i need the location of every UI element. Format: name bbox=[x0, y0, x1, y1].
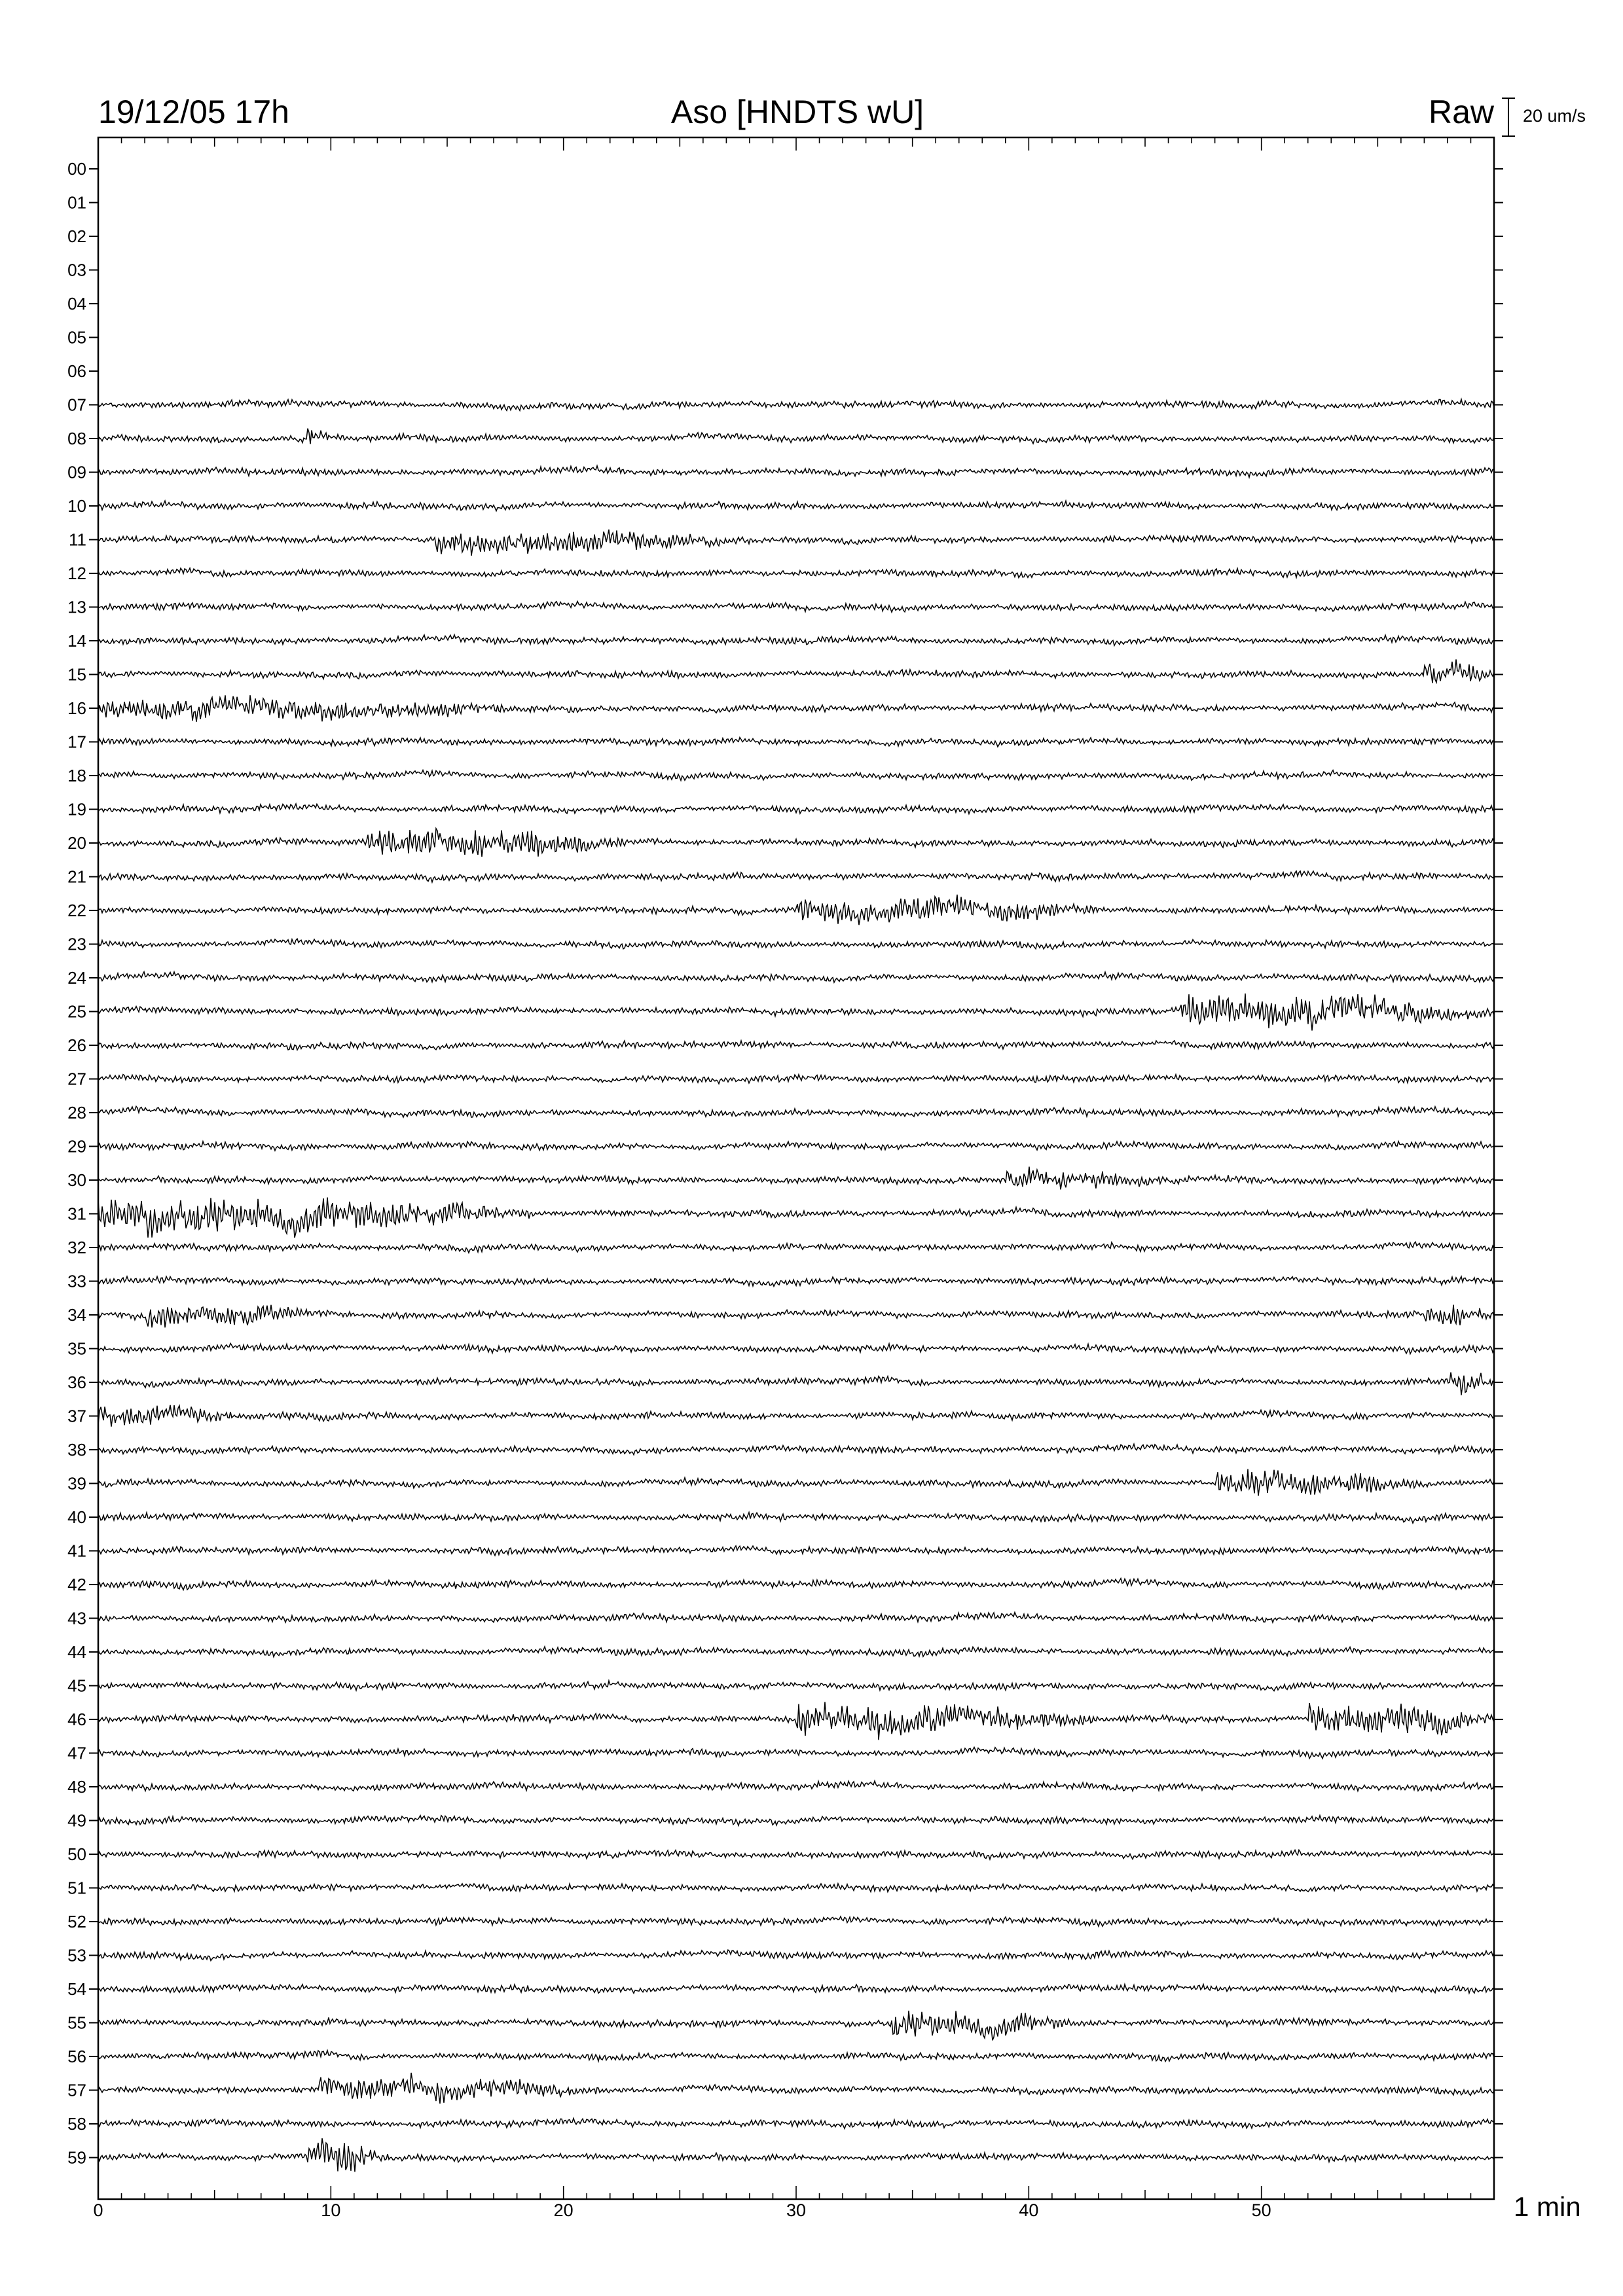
seismic-trace-20 bbox=[98, 829, 1494, 857]
x-tick-label: 30 bbox=[786, 2200, 807, 2220]
seismic-trace-55 bbox=[98, 2011, 1494, 2040]
row-label: 48 bbox=[67, 1777, 86, 1797]
x-tick-label: 10 bbox=[321, 2200, 341, 2220]
row-label: 46 bbox=[67, 1710, 86, 1729]
seismic-trace-51 bbox=[98, 1884, 1494, 1892]
seismic-trace-35 bbox=[98, 1343, 1494, 1354]
seismic-trace-10 bbox=[98, 501, 1494, 511]
row-label: 12 bbox=[67, 564, 86, 583]
seismic-trace-33 bbox=[98, 1276, 1494, 1286]
seismic-trace-26 bbox=[98, 1041, 1494, 1050]
row-label: 13 bbox=[67, 597, 86, 617]
row-label: 06 bbox=[67, 361, 86, 381]
row-label: 18 bbox=[67, 766, 86, 785]
seismic-trace-47 bbox=[98, 1748, 1494, 1759]
row-label: 36 bbox=[67, 1372, 86, 1392]
seismic-trace-49 bbox=[98, 1816, 1494, 1825]
x-tick-label: 40 bbox=[1019, 2200, 1039, 2220]
seismic-trace-31 bbox=[98, 1198, 1494, 1238]
row-label: 29 bbox=[67, 1136, 86, 1157]
seismic-trace-34 bbox=[98, 1305, 1494, 1328]
seismic-trace-56 bbox=[98, 2051, 1494, 2062]
seismic-trace-25 bbox=[98, 994, 1494, 1031]
row-label: 17 bbox=[67, 732, 86, 752]
seismic-trace-41 bbox=[98, 1546, 1494, 1556]
row-label: 16 bbox=[67, 698, 86, 718]
row-label: 40 bbox=[67, 1507, 86, 1527]
seismic-trace-09 bbox=[98, 466, 1494, 478]
amplitude-scale-bar bbox=[1502, 98, 1515, 136]
row-label: 35 bbox=[67, 1338, 86, 1359]
x-tick-label: 20 bbox=[553, 2200, 574, 2220]
seismic-trace-28 bbox=[98, 1106, 1494, 1117]
row-label: 25 bbox=[67, 1001, 86, 1022]
row-label: 43 bbox=[67, 1608, 86, 1628]
row-label: 52 bbox=[67, 1912, 86, 1931]
row-label: 03 bbox=[67, 260, 86, 280]
row-label: 22 bbox=[67, 901, 86, 920]
row-label: 00 bbox=[67, 159, 86, 179]
row-label: 02 bbox=[67, 226, 86, 246]
seismic-trace-40 bbox=[98, 1513, 1494, 1523]
row-label: 44 bbox=[67, 1642, 86, 1662]
row-label: 04 bbox=[67, 294, 86, 314]
plot-frame bbox=[98, 137, 1494, 2199]
row-label: 15 bbox=[67, 664, 86, 685]
seismic-trace-43 bbox=[98, 1613, 1494, 1623]
row-label: 56 bbox=[67, 2047, 86, 2066]
row-label: 30 bbox=[67, 1170, 86, 1190]
row-label: 58 bbox=[67, 2114, 86, 2134]
seismic-trace-19 bbox=[98, 804, 1494, 814]
seismic-trace-42 bbox=[98, 1579, 1494, 1590]
row-label: 23 bbox=[67, 934, 86, 954]
seismic-trace-36 bbox=[98, 1372, 1494, 1395]
x-axis-label: 1 min bbox=[1514, 2191, 1581, 2222]
row-label: 38 bbox=[67, 1440, 86, 1460]
row-label: 33 bbox=[67, 1271, 86, 1291]
seismic-trace-11 bbox=[98, 529, 1494, 556]
row-label: 26 bbox=[67, 1035, 86, 1055]
row-label: 55 bbox=[67, 2013, 86, 2033]
row-label: 37 bbox=[67, 1406, 86, 1426]
seismic-trace-57 bbox=[98, 2073, 1494, 2104]
row-label: 54 bbox=[67, 1979, 86, 1999]
row-label: 59 bbox=[67, 2147, 86, 2168]
x-tick-label: 50 bbox=[1251, 2200, 1271, 2220]
row-label: 39 bbox=[67, 1473, 86, 1494]
row-label: 07 bbox=[67, 395, 86, 415]
seismic-trace-29 bbox=[98, 1141, 1494, 1151]
seismic-trace-22 bbox=[98, 895, 1494, 925]
row-label: 53 bbox=[67, 1945, 86, 1965]
row-label: 49 bbox=[67, 1810, 86, 1831]
row-label: 14 bbox=[67, 631, 86, 651]
seismic-trace-08 bbox=[98, 429, 1494, 444]
row-label: 05 bbox=[67, 327, 86, 348]
seismic-trace-30 bbox=[98, 1167, 1494, 1190]
amplitude-scale-label: 20 um/s bbox=[1523, 106, 1586, 126]
row-label: 51 bbox=[67, 1878, 86, 1898]
seismic-trace-59 bbox=[98, 2138, 1494, 2172]
row-label: 47 bbox=[67, 1743, 86, 1763]
chart-title: Aso [HNDTS wU] bbox=[670, 94, 924, 130]
row-label: 09 bbox=[67, 462, 86, 482]
seismic-trace-23 bbox=[98, 939, 1494, 949]
row-label: 50 bbox=[67, 1844, 86, 1864]
row-label: 11 bbox=[69, 529, 86, 550]
seismic-trace-44 bbox=[98, 1647, 1494, 1657]
row-label: 45 bbox=[67, 1676, 86, 1696]
seismic-trace-32 bbox=[98, 1242, 1494, 1253]
seismic-trace-39 bbox=[98, 1469, 1494, 1496]
seismic-trace-58 bbox=[98, 2119, 1494, 2129]
row-label: 10 bbox=[67, 496, 86, 516]
row-label: 32 bbox=[67, 1238, 86, 1257]
seismic-trace-53 bbox=[98, 1950, 1494, 1960]
seismic-trace-52 bbox=[98, 1916, 1494, 1926]
row-label: 20 bbox=[67, 833, 86, 853]
x-tick-label: 0 bbox=[93, 2200, 103, 2220]
seismic-trace-16 bbox=[98, 695, 1494, 722]
row-label: 08 bbox=[67, 429, 86, 448]
seismic-trace-46 bbox=[98, 1702, 1494, 1740]
seismic-trace-45 bbox=[98, 1681, 1494, 1691]
row-label: 27 bbox=[67, 1069, 86, 1089]
seismic-trace-50 bbox=[98, 1850, 1494, 1859]
row-label: 01 bbox=[67, 192, 86, 213]
seismic-trace-21 bbox=[98, 871, 1494, 882]
seismic-trace-27 bbox=[98, 1075, 1494, 1084]
row-label: 31 bbox=[67, 1204, 86, 1224]
seismic-trace-14 bbox=[98, 635, 1494, 646]
seismic-trace-17 bbox=[98, 738, 1494, 747]
header-datetime: 19/12/05 17h bbox=[98, 94, 289, 130]
mode-label: Raw bbox=[1428, 94, 1494, 130]
seismic-trace-15 bbox=[98, 660, 1494, 683]
seismic-trace-13 bbox=[98, 601, 1494, 613]
row-label: 34 bbox=[67, 1305, 86, 1325]
row-label: 24 bbox=[67, 968, 86, 988]
row-label: 42 bbox=[67, 1575, 86, 1594]
seismic-trace-37 bbox=[98, 1405, 1494, 1427]
row-label: 19 bbox=[67, 799, 86, 819]
seismic-trace-48 bbox=[98, 1781, 1494, 1791]
seismic-trace-07 bbox=[98, 399, 1494, 410]
row-label: 41 bbox=[67, 1541, 86, 1561]
row-label: 28 bbox=[67, 1103, 86, 1122]
seismic-trace-24 bbox=[98, 972, 1494, 982]
seismic-trace-54 bbox=[98, 1984, 1494, 1994]
seismic-trace-12 bbox=[98, 568, 1494, 578]
row-label: 57 bbox=[67, 2080, 86, 2100]
row-label: 21 bbox=[67, 867, 86, 887]
seismic-trace-38 bbox=[98, 1444, 1494, 1454]
seismic-trace-18 bbox=[98, 770, 1494, 781]
